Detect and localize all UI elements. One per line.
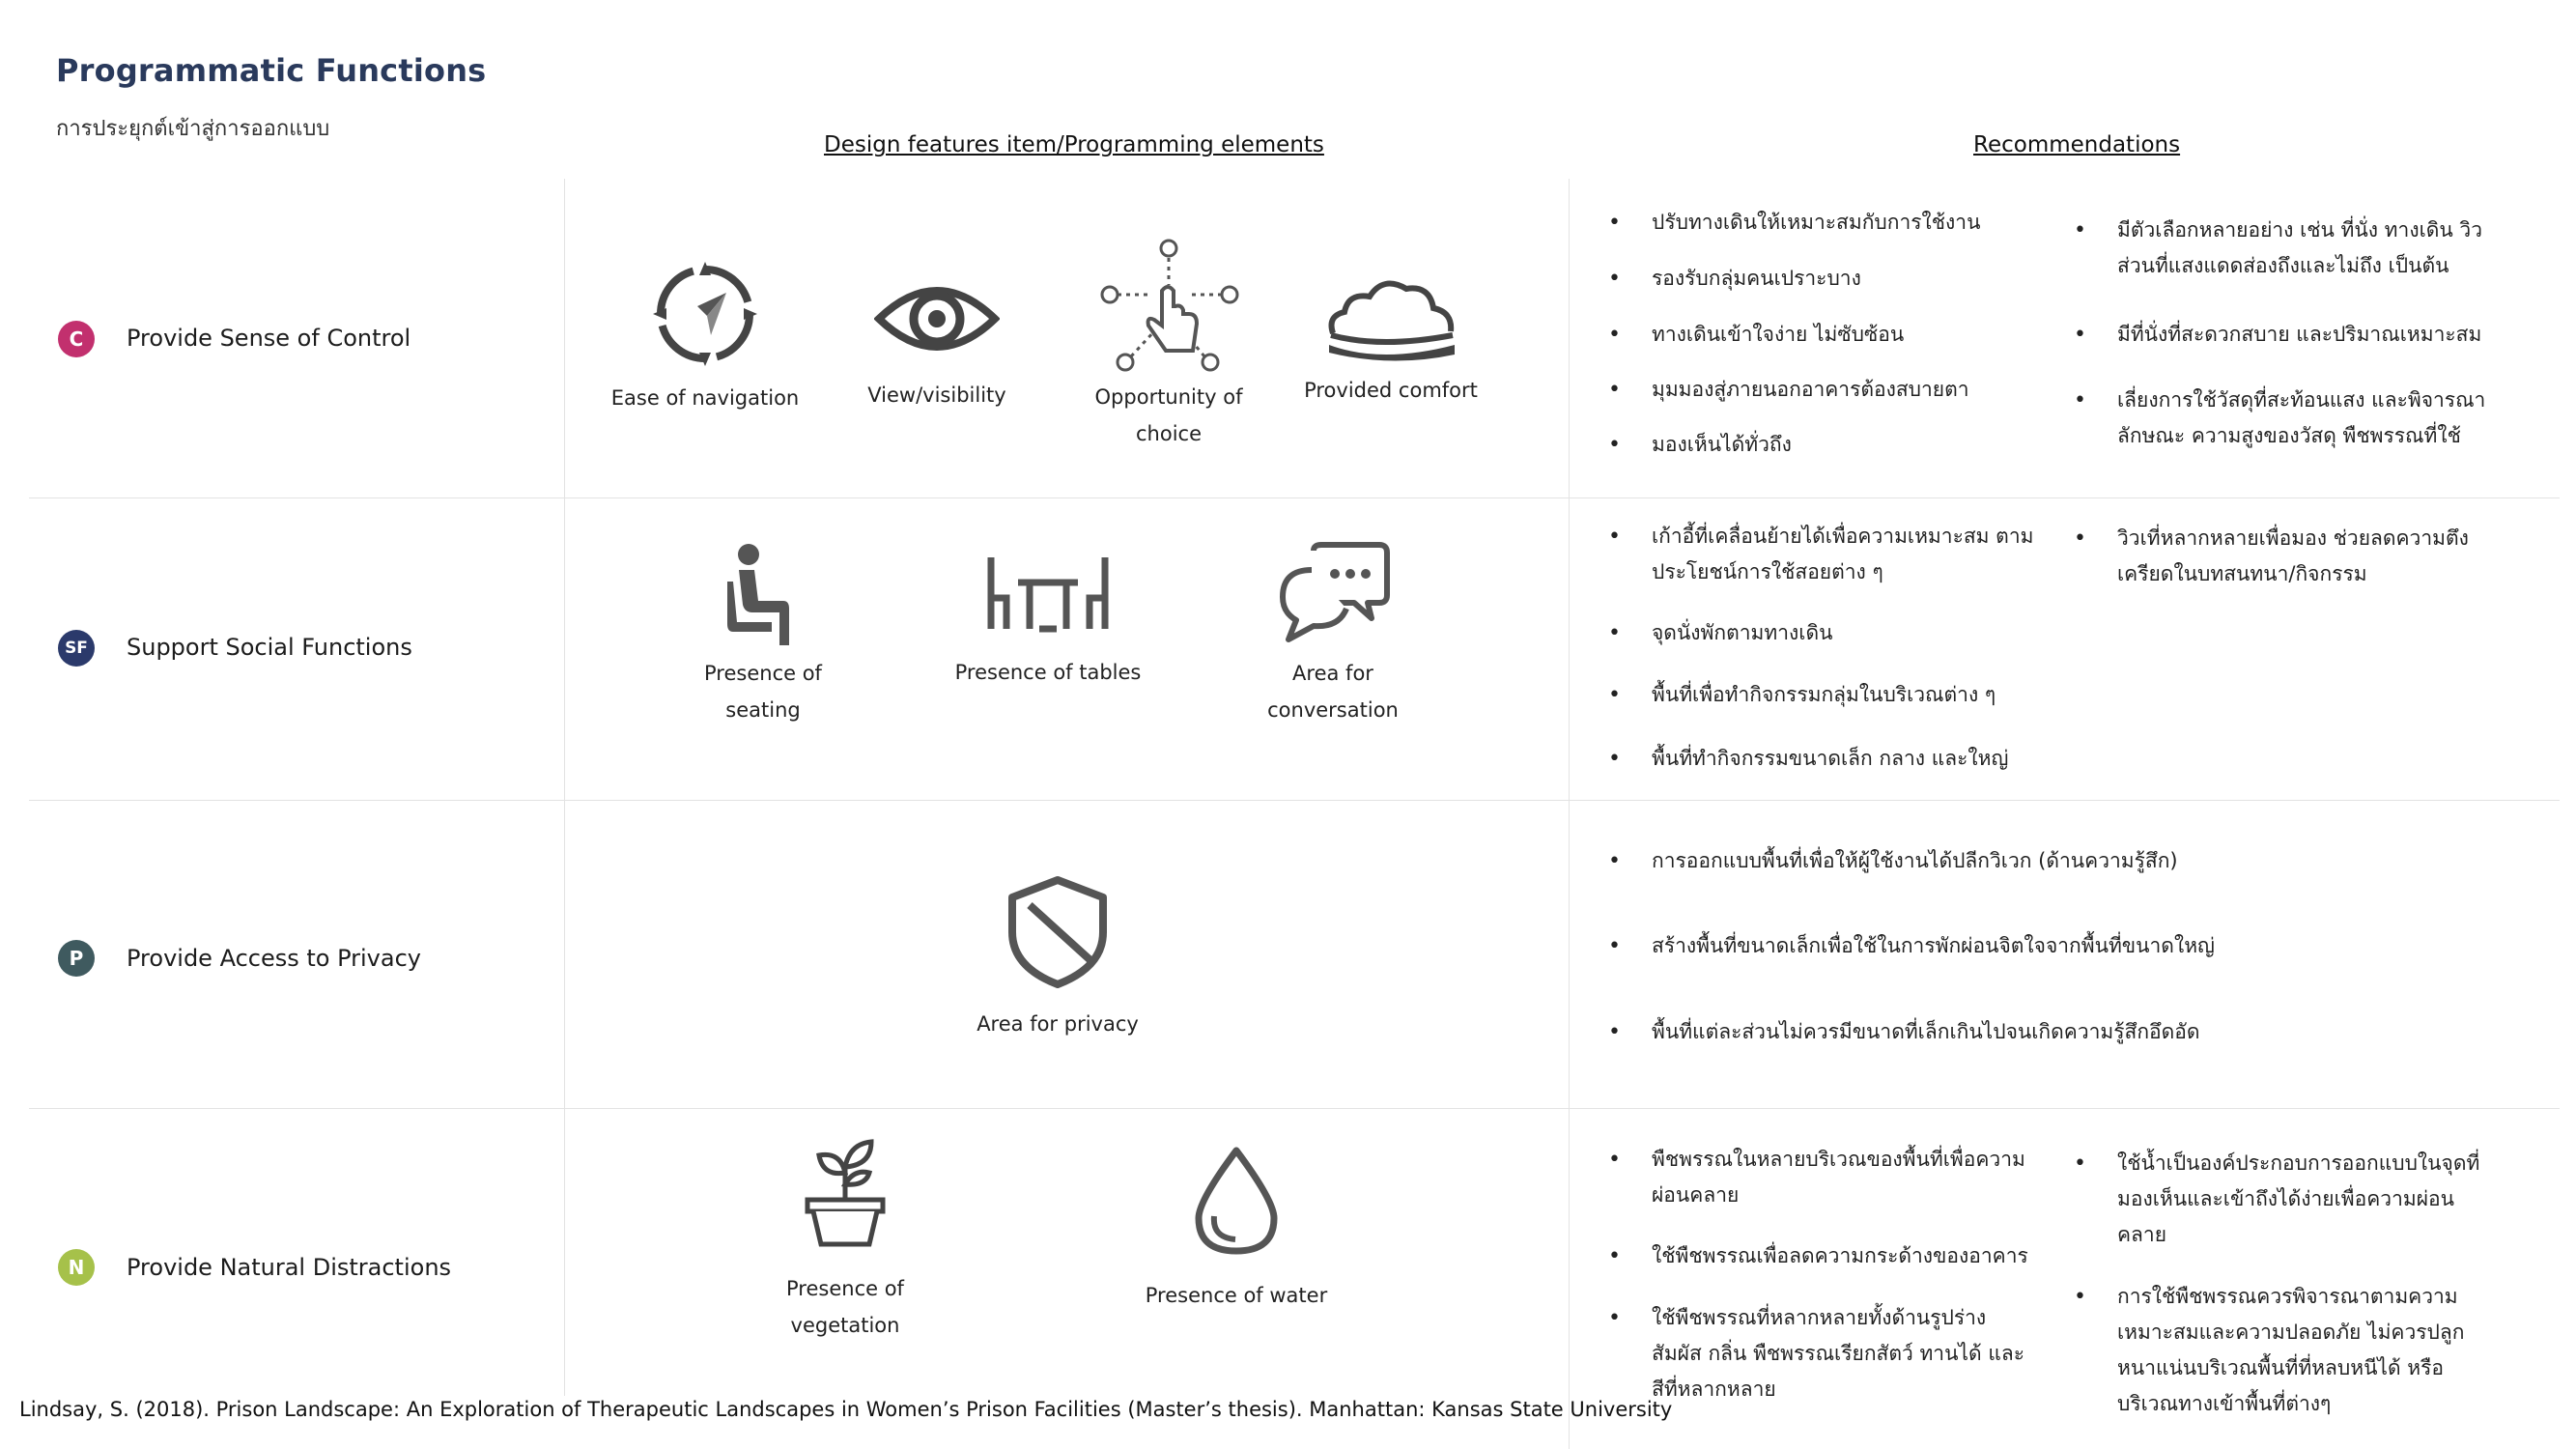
rec-social-left-1 [1608, 519, 2034, 590]
feature-area-for-privacy [956, 874, 1159, 1042]
rec-text-line: ลักษณะ ความสูงของวัสดุ พืชพรรณที่ใช้ [2117, 424, 2461, 447]
eye-icon [874, 270, 1000, 367]
touch-choice-icon [1096, 237, 1241, 377]
rec-text: มุมมองสู่ภายนอกอาคารต้องสบายตา [1652, 378, 1969, 401]
badge-social-letters: SF [65, 639, 88, 658]
badge-social [58, 630, 95, 667]
rec-text-line: เหมาะสมและความปลอดภัย ไม่ควรปลูก [2117, 1321, 2465, 1344]
rec-text-line: ใช้น้ำเป็นองค์ประกอบการออกแบบในจุดที่ [2117, 1151, 2480, 1175]
cloud-comfort-icon [1323, 275, 1458, 367]
rec-natural-left-1 [1608, 1142, 2025, 1213]
bullet: • [1608, 1148, 1621, 1172]
bullet: • [1608, 211, 1621, 235]
rec-privacy-2 [1608, 928, 2215, 964]
rec-control-left-2 [1608, 261, 1861, 297]
row-label-control: Provide Sense of Control [127, 325, 411, 352]
bullet: • [1608, 621, 1621, 645]
bullet: • [1608, 934, 1621, 958]
bullet: • [1608, 849, 1621, 873]
grid-divider-row-1 [29, 497, 2560, 498]
rec-text-line: สีที่หลากหลาย [1652, 1378, 1776, 1401]
feature-caption-line2: choice [1135, 422, 1202, 445]
feature-view-visibility [840, 270, 1033, 413]
badge-control-letter: C [69, 327, 84, 351]
rec-natural-right-2 [2074, 1279, 2465, 1422]
badge-control [58, 321, 95, 357]
bullet: • [1608, 747, 1621, 771]
table-chairs-icon [985, 555, 1111, 633]
rec-text-line: เก้าอี้ที่เคลื่อนย้ายได้เพื่อความเหมาะสม ตาม [1652, 525, 2034, 548]
feature-caption: Ease of navigation [610, 386, 800, 410]
rec-text-line: พื้นที่เพื่อทำกิจกรรมกลุ่มในบริเวณต่าง ๆ [1652, 683, 1996, 706]
rec-text-line: จุดนั่งพักตามทางเดิน [1652, 621, 1833, 644]
badge-natural [58, 1249, 95, 1286]
rec-text-line: ส่วนที่แสงแดดส่องถึงและไม่ถึง เป็นต้น [2117, 254, 2449, 277]
feature-presence-of-seating [666, 541, 860, 728]
rec-text: การออกแบบพื้นที่เพื่อให้ผู้ใช้งานได้ปลีกวิเวก (ด้านความรู้สึก) [1652, 849, 2178, 872]
rec-text-line: เครียดในบทสนทนา/กิจกรรม [2117, 562, 2367, 585]
grid-divider-row-3 [29, 1108, 2560, 1109]
grid-divider-vertical-1 [564, 179, 565, 1396]
bullet: • [1608, 1244, 1621, 1268]
rec-text-line: ผ่อนคลาย [1652, 1183, 1740, 1207]
rec-social-left-3 [1608, 677, 1996, 713]
page-subtitle: การประยุกต์เข้าสู่การออกแบบ [56, 117, 330, 141]
row-label-privacy: Provide Access to Privacy [127, 945, 421, 972]
rec-text-line: มองเห็นและเข้าถึงได้ง่ายเพื่อความผ่อน [2117, 1187, 2454, 1210]
page-title: Programmatic Functions [56, 52, 487, 89]
seated-person-icon [720, 541, 807, 647]
rec-social-left-2 [1608, 615, 1833, 651]
rec-text-line: หนาแน่นบริเวณพื้นที่ที่หลบหนีได้ หรือ [2117, 1356, 2445, 1379]
rec-text: ปรับทางเดินให้เหมาะสมกับการใช้งาน [1652, 211, 1981, 234]
row-label-social: Support Social Functions [127, 634, 412, 661]
chat-bubbles-icon [1275, 541, 1391, 647]
grid-divider-vertical-2 [1569, 179, 1570, 1449]
rec-privacy-3 [1608, 1014, 2200, 1050]
bullet: • [1608, 683, 1621, 707]
rec-natural-right-1 [2074, 1146, 2480, 1253]
rec-text-line: บริเวณทางเข้าพื้นที่ต่างๆ [2117, 1392, 2332, 1415]
rec-text: รองรับกลุ่มคนเปราะบาง [1652, 267, 1861, 290]
rec-control-left-3 [1608, 317, 1905, 353]
rec-control-left-5 [1608, 427, 1792, 463]
feature-opportunity-of-choice [1072, 237, 1265, 452]
citation-footer: Lindsay, S. (2018). Prison Landscape: An Exploration of Therapeutic Landscapes in Women’s Prison Facilities (Master’s thesis). Manhattan: Kansas State University [19, 1398, 1673, 1421]
bullet: • [1608, 323, 1621, 347]
feature-caption: Area for privacy [977, 1012, 1139, 1036]
bullet: • [1608, 267, 1621, 291]
bullet: • [1608, 1306, 1621, 1330]
row-label-natural: Provide Natural Distractions [127, 1254, 452, 1281]
feature-caption-line2: conversation [1267, 698, 1399, 722]
bullet: • [2074, 323, 2086, 347]
feature-caption-line1: Opportunity of [1094, 385, 1243, 409]
feature-caption-line1: Area for [1292, 662, 1373, 685]
rec-text-line: วิวเที่หลากหลายเพื่อมอง ช่วยลดความตึง [2117, 526, 2469, 550]
feature-area-for-conversation [1236, 541, 1430, 728]
feature-ease-of-navigation [604, 256, 807, 416]
rec-text-line: การใช้พืชพรรณควรพิจารณาตามความ [2117, 1285, 2458, 1308]
features-column-header: Design features item/Programming elements [824, 132, 1324, 157]
recommendations-column-header: Recommendations [1973, 132, 2181, 157]
rec-natural-left-3 [1608, 1300, 2024, 1407]
bullet: • [2074, 526, 2086, 551]
feature-provided-comfort [1294, 275, 1487, 409]
compass-icon [647, 256, 763, 372]
rec-control-right-3 [2074, 383, 2486, 454]
feature-presence-of-water [1140, 1145, 1333, 1314]
rec-text-line: ใช้พืชพรรณที่หลากหลายทั้งด้านรูปร่าง [1652, 1306, 1987, 1329]
bullet: • [1608, 378, 1621, 402]
feature-caption-line2: vegetation [790, 1314, 900, 1337]
feature-caption: Presence of water [1145, 1284, 1328, 1307]
rec-text-line: มีที่นั่งที่สะดวกสบาย และปริมาณเหมาะสม [2117, 323, 2482, 346]
rec-text-line: พืชพรรณในหลายบริเวณของพื้นที่เพื่อความ [1652, 1148, 2025, 1171]
shield-slash-icon [1005, 874, 1111, 990]
rec-control-right-2 [2074, 317, 2482, 353]
feature-presence-of-tables [951, 555, 1145, 691]
rec-text: สร้างพื้นที่ขนาดเล็กเพื่อใช้ในการพักผ่อนจิตใจจากพื้นที่ขนาดใหญ่ [1652, 934, 2215, 957]
rec-text: มองเห็นได้ทั่วถึง [1652, 433, 1792, 456]
water-drop-icon [1193, 1145, 1280, 1256]
bullet: • [2074, 1285, 2086, 1309]
rec-text-line: เลี่ยงการใช้วัสดุที่สะท้อนแสง และพิจารณา [2117, 388, 2486, 412]
rec-text-line: คลาย [2117, 1223, 2167, 1246]
rec-privacy-1 [1608, 843, 2178, 879]
bullet: • [2074, 388, 2086, 412]
grid-divider-row-2 [29, 800, 2560, 801]
bullet: • [1608, 1020, 1621, 1044]
rec-social-right-1 [2074, 521, 2469, 592]
rec-text: ทางเดินเข้าใจง่าย ไม่ซับซ้อน [1652, 323, 1905, 346]
rec-control-right-1 [2074, 213, 2482, 284]
feature-caption-line1: Presence of [704, 662, 822, 685]
rec-text-line: ประโยชน์การใช้สอยต่าง ๆ [1652, 560, 1883, 583]
rec-text-line: สัมผัส กลิ่น พืชพรรณเรียกสัตว์ ทานได้ และ [1652, 1342, 2024, 1365]
rec-text-line: มีตัวเลือกหลายอย่าง เช่น ที่นั่ง ทางเดิน วิว [2117, 218, 2482, 242]
feature-caption: Provided comfort [1304, 379, 1478, 402]
rec-text-line: ใช้พืชพรรณเพื่อลดความกระด้างของอาคาร [1652, 1244, 2028, 1267]
feature-caption: View/visibility [867, 384, 1006, 407]
feature-caption-line1: Presence of [786, 1277, 904, 1300]
bullet: • [1608, 525, 1621, 549]
bullet: • [1608, 433, 1621, 457]
bullet: • [2074, 1151, 2086, 1176]
rec-text: พื้นที่แต่ละส่วนไม่ควรมีขนาดที่เล็กเกินไปจนเกิดความรู้สึกอึดอัด [1652, 1020, 2200, 1043]
feature-caption: Presence of tables [954, 661, 1142, 684]
potted-plant-icon [802, 1138, 889, 1249]
badge-privacy-letter: P [69, 947, 84, 970]
rec-social-left-4 [1608, 741, 2009, 777]
rec-natural-left-2 [1608, 1238, 2028, 1274]
rec-control-left-1 [1608, 205, 1981, 241]
feature-presence-of-vegetation [749, 1138, 942, 1344]
badge-privacy [58, 940, 95, 977]
rec-control-left-4 [1608, 372, 1969, 408]
badge-natural-letter: N [68, 1256, 85, 1279]
feature-caption-line2: seating [725, 698, 801, 722]
rec-text-line: พื้นที่ทำกิจกรรมขนาดเล็ก กลาง และใหญ่ [1652, 747, 2009, 770]
bullet: • [2074, 218, 2086, 242]
